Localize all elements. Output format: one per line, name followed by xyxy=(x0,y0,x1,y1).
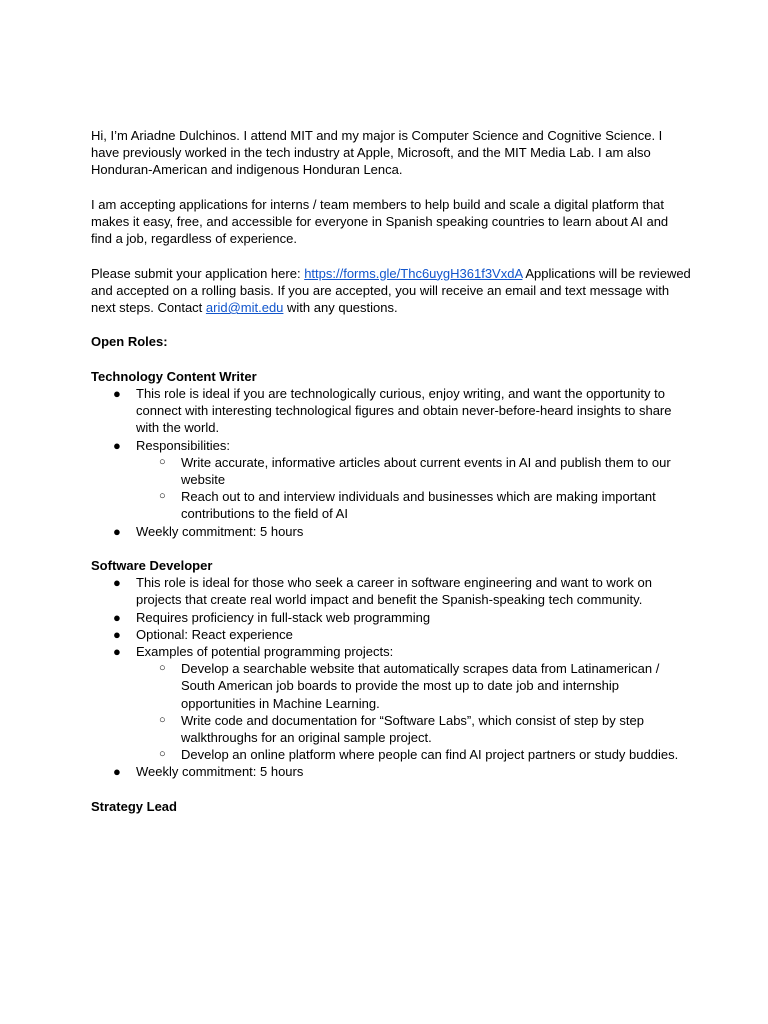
software-developer-requirement: Requires proficiency in full-stack web programming xyxy=(136,609,431,625)
examples-label: Examples of potential programming projects: xyxy=(136,644,394,660)
responsibility-text: Write accurate, informative articles about current events in AI and publish them to our website xyxy=(181,454,671,487)
list-item xyxy=(91,643,691,763)
list-item xyxy=(91,609,691,626)
content-writer-list xyxy=(91,385,691,540)
list-item xyxy=(91,385,691,437)
list-item xyxy=(91,574,691,608)
example-text: Write code and documentation for “Software Labs”, which consist of step by step walkthroughs for an original sample project. xyxy=(181,712,644,746)
software-developer-commitment: Weekly commitment: 5 hours xyxy=(136,764,304,780)
contact-email-link[interactable]: arid@mit.edu xyxy=(205,300,284,315)
software-developer-optional: Optional: React experience xyxy=(136,626,293,642)
document-body xyxy=(91,127,691,815)
list-item xyxy=(91,763,691,780)
bullet-icon: ● xyxy=(113,385,121,401)
sub-bullet-icon: ○ xyxy=(159,713,166,726)
list-item xyxy=(91,437,691,523)
software-developer-ideal: This role is ideal for those who seek a career in software engineering and want to work on projects that create real world impact and benefit the Spanish-speaking tech community. xyxy=(136,575,652,608)
intro-paragraph: Hi, I’m Ariadne Dulchinos. I attend MIT and my major is Computer Science and Cognitive Science. I have previously worked in the tech industry at Apple, Microsoft, and the MIT Media Lab. I am also Honduran-American and indigenous Honduran Lenca. xyxy=(91,128,663,178)
role-title-software-developer: Software Developer xyxy=(91,558,213,573)
bullet-icon: ● xyxy=(113,609,121,625)
application-text-start: Please submit your application here: xyxy=(91,265,305,281)
list-item xyxy=(136,488,691,522)
content-writer-ideal: This role is ideal if you are technologically curious, enjoy writing, and want the opportunity to connect with interesting technological figures and obtain never-before-heard insights to share with the world. xyxy=(136,385,672,436)
sub-bullet-icon: ○ xyxy=(159,748,166,761)
examples-list xyxy=(136,660,691,763)
example-text: Develop an online platform where people can find AI project partners or study buddies. xyxy=(181,747,679,763)
bullet-icon: ● xyxy=(113,626,121,642)
bullet-icon: ● xyxy=(113,437,121,453)
sub-bullet-icon: ○ xyxy=(159,455,166,468)
software-developer-list xyxy=(91,574,691,780)
application-text-end: with any questions. xyxy=(283,300,398,315)
application-text-middle: Applications will be reviewed and accepted on a rolling basis. If you are accepted, you will receive an email and text message with next steps. Contact xyxy=(91,265,691,315)
sub-bullet-icon: ○ xyxy=(159,662,166,675)
role-title-strategy-lead: Strategy Lead xyxy=(91,798,177,814)
application-form-link[interactable]: https://forms.gle/Thc6uygH361f3VxdA xyxy=(304,265,523,281)
bullet-icon: ● xyxy=(113,644,121,660)
list-item xyxy=(91,626,691,643)
list-item xyxy=(136,712,691,746)
content-writer-commitment: Weekly commitment: 5 hours xyxy=(136,523,304,539)
sub-bullet-icon: ○ xyxy=(159,490,166,503)
role-title-content-writer: Technology Content Writer xyxy=(91,368,257,384)
mission-paragraph: I am accepting applications for interns / team members to help build and scale a digital platform that makes it easy, free, and accessible for everyone in Spanish speaking countries to learn about AI and find a job, regardless of experience. xyxy=(91,196,669,247)
list-item xyxy=(136,454,691,488)
bullet-icon: ● xyxy=(113,523,121,539)
open-roles-heading: Open Roles: xyxy=(91,334,168,350)
responsibilities-label: Responsibilities: xyxy=(136,437,230,453)
example-text: Develop a searchable website that automatically scrapes data from Latinamerican / South American job boards to provide the most up to date job and internship opportunities in Machine Learning. xyxy=(181,661,660,711)
list-item xyxy=(91,523,691,540)
list-item xyxy=(136,660,691,712)
list-item xyxy=(136,746,691,763)
application-paragraph xyxy=(91,265,691,317)
responsibilities-list xyxy=(136,454,691,523)
bullet-icon: ● xyxy=(113,764,121,780)
responsibility-text: Reach out to and interview individuals and businesses which are making important contributions to the field of AI xyxy=(181,489,656,522)
bullet-icon: ● xyxy=(113,575,121,591)
